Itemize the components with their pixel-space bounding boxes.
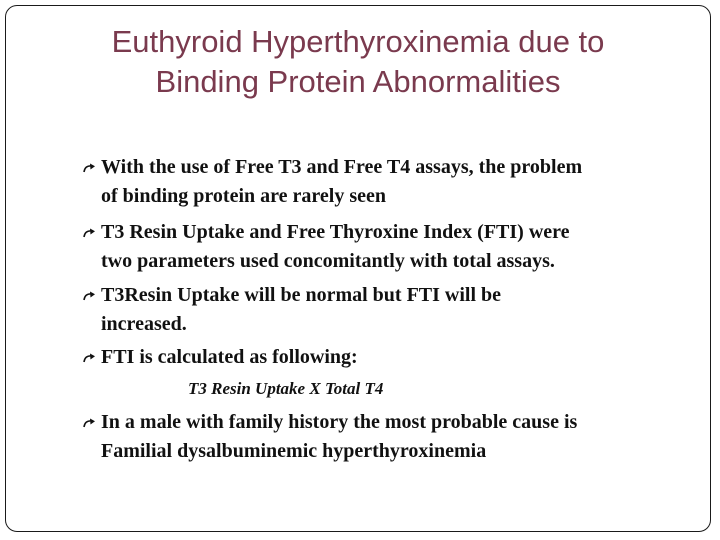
- bullet-text-line-2: two parameters used concomitantly with total assays.: [101, 250, 555, 272]
- curved-arrow-bullet-icon: [83, 352, 97, 364]
- bullet-text-line-1: T3Resin Uptake will be normal but FTI will be: [101, 284, 502, 306]
- bullet-item: [83, 281, 693, 339]
- bullet-text-line-1: In a male with family history the most probable cause is: [101, 411, 578, 433]
- bullet-item: [83, 343, 693, 372]
- bullet-text-line-2: Familial dysalbuminemic hyperthyroxinemia: [101, 440, 487, 462]
- curved-arrow-bullet-icon: [83, 162, 97, 174]
- bullet-item: [83, 153, 693, 211]
- bullet-text-line-1: T3 Resin Uptake and Free Thyroxine Index (FTI) were: [101, 221, 570, 243]
- bullet-text-line-2: increased.: [101, 313, 187, 335]
- title-line-1: Euthyroid Hyperthyroxinemia due to: [111, 24, 605, 59]
- bullet-text-line-2: of binding protein are rarely seen: [101, 185, 386, 207]
- title-line-2: Binding Protein Abnormalities: [155, 64, 561, 99]
- bullet-item: [83, 218, 693, 276]
- bullet-item: [83, 408, 693, 466]
- curved-arrow-bullet-icon: [83, 227, 97, 239]
- curved-arrow-bullet-icon: [83, 290, 97, 302]
- curved-arrow-bullet-icon: [83, 417, 97, 429]
- bullet-text-line-1: With the use of Free T3 and Free T4 assays, the problem: [101, 156, 583, 178]
- bullet-text-line-1: FTI is calculated as following:: [101, 346, 358, 368]
- fti-formula: T3 Resin Uptake X Total T4: [188, 379, 384, 398]
